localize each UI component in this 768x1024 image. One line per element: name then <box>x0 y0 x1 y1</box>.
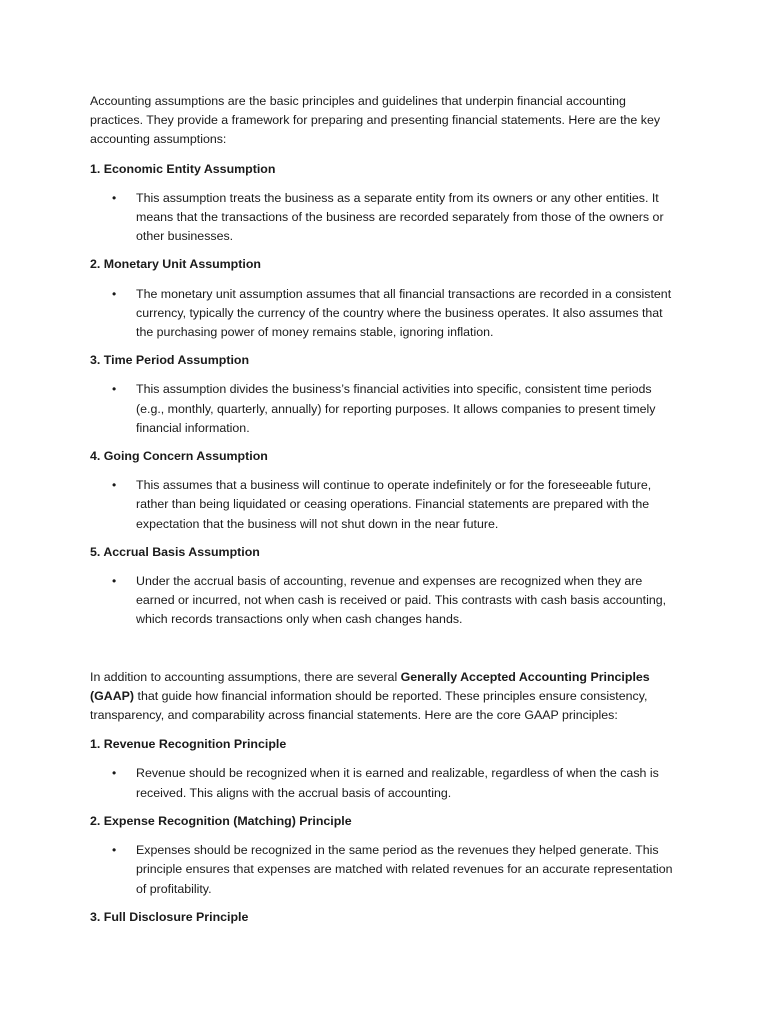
bullet-list <box>90 841 682 899</box>
document-page <box>90 92 682 937</box>
list-item-text: Revenue should be recognized when it is earned and realizable, regardless of when the cash is received. This aligns with the accrual basis of accounting. <box>136 766 659 800</box>
list-item <box>90 285 682 343</box>
bullet-list <box>90 285 682 343</box>
intro-paragraph: Accounting assumptions are the basic principles and guidelines that underpin financial accounting practices. They provide a framework for preparing and presenting financial statements. Here are the key accounting assumptions: <box>90 94 661 147</box>
principle-heading-full-disclosure: 3. Full Disclosure Principle <box>90 909 249 924</box>
list-item-text: The monetary unit assumption assumes that all financial transactions are recorded in a consistent currency, typically the currency of the country where the business operates. It also assumes that the purchasing power of money remains stable, ignoring inflation. <box>136 286 672 340</box>
list-item <box>90 380 682 438</box>
list-item <box>90 476 682 534</box>
bullet-icon: • <box>112 574 117 589</box>
bullet-icon: • <box>112 843 117 858</box>
list-item-text: This assumes that a business will continue to operate indefinitely or for the foreseeable future, rather than being liquidated or ceasing operations. Financial statements are prepared with the expectation that the business will not shut down in the near future. <box>136 478 652 531</box>
bullet-icon: • <box>112 766 117 781</box>
bullet-icon: • <box>112 190 117 205</box>
assumption-heading-time-period: 3. Time Period Assumption <box>90 353 250 368</box>
bullet-list <box>90 764 682 802</box>
bullet-icon: • <box>112 382 117 397</box>
bullet-icon: • <box>112 478 117 493</box>
list-item <box>90 764 682 802</box>
gaap-intro-paragraph <box>90 668 682 726</box>
list-item <box>90 841 682 899</box>
gaap-intro-before: In addition to accounting assumptions, there are several <box>90 669 401 684</box>
bullet-list <box>90 476 682 534</box>
list-item-text: This assumption divides the business’s financial activities into specific, consistent time periods (e.g., monthly, quarterly, annually) for reporting purposes. It allows companies to present timely financial information. <box>136 382 656 435</box>
bullet-icon: • <box>112 286 117 301</box>
principle-heading-expense-recognition: 2. Expense Recognition (Matching) Principle <box>90 813 352 828</box>
list-item-text: Expenses should be recognized in the same period as the revenues they helped generate. This principle ensures that expenses are matched with related revenues for an accurate representation of profitability. <box>136 843 673 896</box>
gaap-intro-after: that guide how financial information should be reported. These principles ensure consistency, transparency, and comparability across financial statements. Here are the core GAAP principles: <box>90 688 648 723</box>
list-item-text: Under the accrual basis of accounting, revenue and expenses are recognized when they are earned or incurred, not when cash is received or paid. This contrasts with cash basis accounting, which records transactions only when cash changes hands. <box>136 574 667 627</box>
list-item <box>90 572 682 630</box>
principle-heading-revenue-recognition: 1. Revenue Recognition Principle <box>90 737 287 752</box>
section-spacer <box>90 639 682 668</box>
assumption-heading-monetary-unit: 2. Monetary Unit Assumption <box>90 257 261 272</box>
bullet-list <box>90 189 682 247</box>
assumption-heading-economic-entity: 1. Economic Entity Assumption <box>90 161 276 176</box>
list-item <box>90 189 682 247</box>
bullet-list <box>90 380 682 438</box>
gaap-term: Generally Accepted Accounting Principles (GAAP) <box>90 669 650 703</box>
bullet-list <box>90 572 682 630</box>
assumption-heading-accrual-basis: 5. Accrual Basis Assumption <box>90 544 260 559</box>
list-item-text: This assumption treats the business as a separate entity from its owners or any other entities. It means that the transactions of the business are recorded separately from those of the owners or other businesses. <box>136 190 664 244</box>
assumption-heading-going-concern: 4. Going Concern Assumption <box>90 449 268 464</box>
